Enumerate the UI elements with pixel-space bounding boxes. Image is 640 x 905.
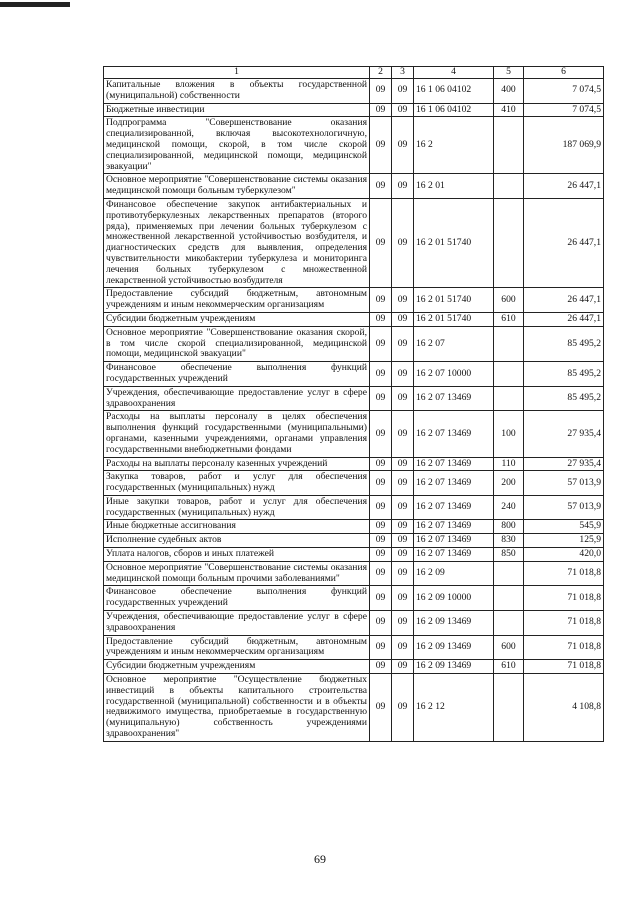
row-program-code: 16 2 07 13469 [414, 411, 494, 457]
row-subsection-code: 09 [392, 586, 414, 611]
row-expense-type: 410 [494, 103, 524, 117]
row-amount: 125,9 [524, 534, 604, 548]
row-expense-type: 200 [494, 471, 524, 496]
row-program-code: 16 2 09 [414, 561, 494, 586]
table-row [104, 457, 604, 471]
row-expense-type: 100 [494, 411, 524, 457]
row-program-code: 16 2 07 [414, 326, 494, 361]
row-subsection-code: 09 [392, 411, 414, 457]
row-description: Иные бюджетные ассигнования [104, 520, 370, 534]
row-program-code: 16 2 [414, 117, 494, 174]
row-amount: 57 013,9 [524, 495, 604, 520]
row-expense-type [494, 326, 524, 361]
row-program-code: 16 1 06 04102 [414, 79, 494, 104]
row-section-code: 09 [370, 362, 392, 387]
row-expense-type: 400 [494, 79, 524, 104]
row-section-code: 09 [370, 326, 392, 361]
table-row [104, 79, 604, 104]
row-subsection-code: 09 [392, 611, 414, 636]
table-row [104, 411, 604, 457]
row-amount: 85 495,2 [524, 362, 604, 387]
row-amount: 27 935,4 [524, 411, 604, 457]
row-description: Основное мероприятие "Совершенствование системы оказания медицинской помощи больным прочими заболеваниями" [104, 561, 370, 586]
row-amount: 7 074,5 [524, 103, 604, 117]
page-number: 69 [314, 852, 326, 866]
row-description: Основное мероприятие "Совершенствование оказания скорой, в том числе скорой специализированной, медицинской помощи, медицинской эвакуации" [104, 326, 370, 361]
row-subsection-code: 09 [392, 312, 414, 326]
row-expense-type [494, 561, 524, 586]
table-row [104, 103, 604, 117]
row-amount: 26 447,1 [524, 288, 604, 313]
table-row [104, 495, 604, 520]
row-section-code: 09 [370, 312, 392, 326]
row-subsection-code: 09 [392, 534, 414, 548]
row-subsection-code: 09 [392, 635, 414, 660]
row-program-code: 16 2 09 13469 [414, 660, 494, 674]
row-section-code: 09 [370, 611, 392, 636]
row-description: Субсидии бюджетным учреждениям [104, 312, 370, 326]
row-section-code: 09 [370, 288, 392, 313]
row-description: Учреждения, обеспечивающие предоставление услуг в сфере здравоохранения [104, 611, 370, 636]
row-subsection-code: 09 [392, 674, 414, 742]
row-section-code: 09 [370, 103, 392, 117]
row-section-code: 09 [370, 586, 392, 611]
row-description: Закупка товаров, работ и услуг для обеспечения государственных (муниципальных) нужд [104, 471, 370, 496]
row-description: Финансовое обеспечение выполнения функций государственных учреждений [104, 586, 370, 611]
row-description: Субсидии бюджетным учреждениям [104, 660, 370, 674]
row-description: Бюджетные инвестиции [104, 103, 370, 117]
table-row [104, 386, 604, 411]
row-subsection-code: 09 [392, 103, 414, 117]
row-description: Основное мероприятие "Совершенствование системы оказания медицинской помощи больным туберкулезом" [104, 174, 370, 199]
row-section-code: 09 [370, 117, 392, 174]
row-amount: 71 018,8 [524, 611, 604, 636]
row-section-code: 09 [370, 561, 392, 586]
table-row [104, 288, 604, 313]
row-subsection-code: 09 [392, 174, 414, 199]
row-expense-type [494, 174, 524, 199]
row-expense-type: 240 [494, 495, 524, 520]
row-program-code: 16 2 09 10000 [414, 586, 494, 611]
header-cell: 4 [414, 67, 494, 79]
row-amount: 7 074,5 [524, 79, 604, 104]
row-program-code: 16 2 01 51740 [414, 198, 494, 287]
table-row [104, 611, 604, 636]
row-amount: 26 447,1 [524, 198, 604, 287]
row-program-code: 16 2 07 13469 [414, 495, 494, 520]
row-subsection-code: 09 [392, 326, 414, 361]
row-program-code: 16 2 01 51740 [414, 288, 494, 313]
table-row [104, 362, 604, 387]
row-description: Финансовое обеспечение закупок антибактериальных и противотуберкулезных лекарственных препаратов (второго ряда), применяемых при лечении больных туберкулезом с множественной лекарственной устойчивостью возбудителя, и диагностических средств для выявления, определения чувствительности микобактерии туберкулеза и мониторинга лечения больных туберкулезом с множественной лекарственной устойчивостью возбудителя [104, 198, 370, 287]
row-expense-type: 610 [494, 312, 524, 326]
row-subsection-code: 09 [392, 471, 414, 496]
row-subsection-code: 09 [392, 386, 414, 411]
row-section-code: 09 [370, 411, 392, 457]
row-expense-type [494, 611, 524, 636]
corner-mark [0, 2, 70, 7]
row-description: Предоставление субсидий бюджетным, автономным учреждениям и иным некоммерческим организациям [104, 288, 370, 313]
row-description: Расходы на выплаты персоналу в целях обеспечения выполнения функций государственными (муниципальными) органами, казенными учреждениями, органами управления государственными внебюджетными фондами [104, 411, 370, 457]
row-amount: 187 069,9 [524, 117, 604, 174]
budget-table [103, 66, 604, 742]
row-section-code: 09 [370, 386, 392, 411]
table-row [104, 635, 604, 660]
row-program-code: 16 2 07 13469 [414, 548, 494, 562]
row-subsection-code: 09 [392, 362, 414, 387]
row-amount: 26 447,1 [524, 312, 604, 326]
row-section-code: 09 [370, 198, 392, 287]
row-expense-type [494, 362, 524, 387]
row-amount: 57 013,9 [524, 471, 604, 496]
row-section-code: 09 [370, 471, 392, 496]
row-subsection-code: 09 [392, 288, 414, 313]
row-program-code: 16 2 07 13469 [414, 457, 494, 471]
row-description: Исполнение судебных актов [104, 534, 370, 548]
row-amount: 85 495,2 [524, 386, 604, 411]
row-section-code: 09 [370, 674, 392, 742]
table-row [104, 586, 604, 611]
header-cell: 2 [370, 67, 392, 79]
row-program-code: 16 2 09 13469 [414, 635, 494, 660]
row-expense-type [494, 117, 524, 174]
row-expense-type: 600 [494, 635, 524, 660]
row-section-code: 09 [370, 79, 392, 104]
row-program-code: 16 2 07 13469 [414, 386, 494, 411]
row-program-code: 16 2 07 13469 [414, 520, 494, 534]
header-cell: 1 [104, 67, 370, 79]
row-description: Учреждения, обеспечивающие предоставление услуг в сфере здравоохранения [104, 386, 370, 411]
row-program-code: 16 2 09 13469 [414, 611, 494, 636]
row-subsection-code: 09 [392, 79, 414, 104]
row-description: Подпрограмма "Совершенствование оказания специализированной, включая высокотехнологичную, медицинской помощи, скорой, в том числе скорой специализированной, медицинской помощи, медицинской эвакуации" [104, 117, 370, 174]
row-description: Расходы на выплаты персоналу казенных учреждений [104, 457, 370, 471]
table-row [104, 534, 604, 548]
row-expense-type: 110 [494, 457, 524, 471]
row-amount: 71 018,8 [524, 561, 604, 586]
table-row [104, 548, 604, 562]
row-expense-type [494, 198, 524, 287]
row-expense-type [494, 386, 524, 411]
row-amount: 71 018,8 [524, 635, 604, 660]
row-description: Капитальные вложения в объекты государственной (муниципальной) собственности [104, 79, 370, 104]
row-section-code: 09 [370, 660, 392, 674]
row-amount: 71 018,8 [524, 660, 604, 674]
row-description: Уплата налогов, сборов и иных платежей [104, 548, 370, 562]
row-section-code: 09 [370, 174, 392, 199]
table-row [104, 520, 604, 534]
row-amount: 27 935,4 [524, 457, 604, 471]
row-program-code: 16 2 01 [414, 174, 494, 199]
row-description: Финансовое обеспечение выполнения функций государственных учреждений [104, 362, 370, 387]
row-subsection-code: 09 [392, 520, 414, 534]
row-amount: 545,9 [524, 520, 604, 534]
row-amount: 71 018,8 [524, 586, 604, 611]
row-description: Иные закупки товаров, работ и услуг для обеспечения государственных (муниципальных) нужд [104, 495, 370, 520]
row-subsection-code: 09 [392, 495, 414, 520]
table-row [104, 174, 604, 199]
table-row [104, 312, 604, 326]
header-cell: 5 [494, 67, 524, 79]
row-expense-type: 610 [494, 660, 524, 674]
table-row [104, 326, 604, 361]
row-section-code: 09 [370, 635, 392, 660]
row-section-code: 09 [370, 534, 392, 548]
row-program-code: 16 2 12 [414, 674, 494, 742]
table-row [104, 660, 604, 674]
row-amount: 26 447,1 [524, 174, 604, 199]
table-header-row [104, 67, 604, 79]
row-subsection-code: 09 [392, 117, 414, 174]
row-subsection-code: 09 [392, 457, 414, 471]
row-program-code: 16 2 07 13469 [414, 534, 494, 548]
row-description: Основное мероприятие "Осуществление бюджетных инвестиций в объекты капитального строительства государственной (муниципальной) собственности и в объекты недвижимого имущества, приобретаемые в государственную (муниципальную) собственность учреждениями здравоохранения" [104, 674, 370, 742]
row-section-code: 09 [370, 548, 392, 562]
row-amount: 85 495,2 [524, 326, 604, 361]
row-subsection-code: 09 [392, 660, 414, 674]
row-subsection-code: 09 [392, 198, 414, 287]
row-program-code: 16 2 01 51740 [414, 312, 494, 326]
row-program-code: 16 2 07 13469 [414, 471, 494, 496]
row-subsection-code: 09 [392, 561, 414, 586]
row-expense-type: 850 [494, 548, 524, 562]
row-program-code: 16 1 06 04102 [414, 103, 494, 117]
row-section-code: 09 [370, 520, 392, 534]
row-amount: 420,0 [524, 548, 604, 562]
row-expense-type: 800 [494, 520, 524, 534]
row-program-code: 16 2 07 10000 [414, 362, 494, 387]
table-row [104, 198, 604, 287]
table-row [104, 471, 604, 496]
row-expense-type [494, 674, 524, 742]
row-expense-type [494, 586, 524, 611]
header-cell: 3 [392, 67, 414, 79]
table-row [104, 674, 604, 742]
row-expense-type: 830 [494, 534, 524, 548]
row-section-code: 09 [370, 495, 392, 520]
row-section-code: 09 [370, 457, 392, 471]
table-row [104, 561, 604, 586]
table-row [104, 117, 604, 174]
table-body [104, 79, 604, 742]
header-cell: 6 [524, 67, 604, 79]
row-amount: 4 108,8 [524, 674, 604, 742]
row-description: Предоставление субсидий бюджетным, автономным учреждениям и иным некоммерческим организациям [104, 635, 370, 660]
row-subsection-code: 09 [392, 548, 414, 562]
row-expense-type: 600 [494, 288, 524, 313]
